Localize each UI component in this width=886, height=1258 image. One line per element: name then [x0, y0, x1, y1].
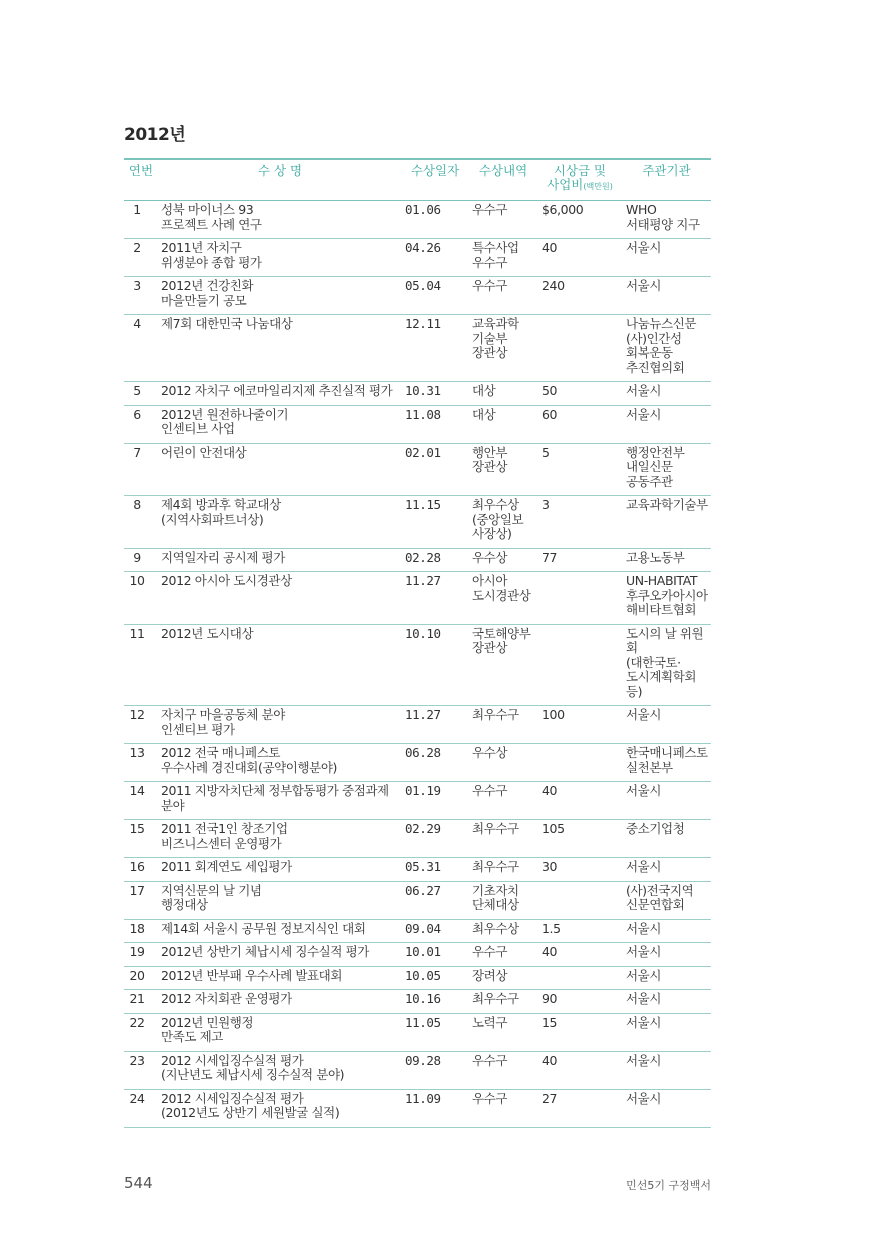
award-organizer: 서울시 — [622, 990, 711, 1014]
award-name: 2012년 민원행정 만족도 제고 — [158, 1013, 402, 1051]
award-organizer: 서울시 — [622, 858, 711, 882]
row-number: 19 — [124, 943, 158, 967]
award-name: 자치구 마을공동체 분야 인센티브 평가 — [158, 706, 402, 744]
award-name: 지역신문의 날 기념 행정대상 — [158, 881, 402, 919]
award-organizer: 서울시 — [622, 943, 711, 967]
row-number: 7 — [124, 443, 158, 496]
award-money: $6,000 — [538, 201, 622, 239]
table-row — [124, 706, 711, 744]
award-money — [538, 315, 622, 382]
table-row — [124, 572, 711, 625]
row-number: 22 — [124, 1013, 158, 1051]
award-money: 40 — [538, 782, 622, 820]
table-row — [124, 1089, 711, 1127]
row-number: 3 — [124, 277, 158, 315]
table-row — [124, 919, 711, 943]
header-money — [538, 159, 622, 201]
award-date: 06.28 — [402, 744, 468, 782]
award-date: 11.27 — [402, 706, 468, 744]
award-result: 최우수상 (중앙일보 사장상) — [468, 496, 538, 549]
award-organizer: 서울시 — [622, 1051, 711, 1089]
award-name: 2012년 반부패 우수사례 발표대회 — [158, 966, 402, 990]
award-result: 최우수구 — [468, 706, 538, 744]
award-name: 2012 시세입징수실적 평가 (2012년도 상반기 세원발굴 실적) — [158, 1089, 402, 1127]
row-number: 4 — [124, 315, 158, 382]
award-name: 2012년 원전하나줄이기 인센티브 사업 — [158, 405, 402, 443]
table-row — [124, 1051, 711, 1089]
row-number: 24 — [124, 1089, 158, 1127]
row-number: 17 — [124, 881, 158, 919]
award-money: 240 — [538, 277, 622, 315]
award-name: 어린이 안전대상 — [158, 443, 402, 496]
award-date: 11.05 — [402, 1013, 468, 1051]
awards-table — [124, 158, 711, 1128]
award-name: 2012 자치회관 운영평가 — [158, 990, 402, 1014]
award-organizer: 서울시 — [622, 405, 711, 443]
table-row — [124, 405, 711, 443]
award-name: 2012년 상반기 체납시세 징수실적 평가 — [158, 943, 402, 967]
award-name: 2012년 건강친화 마을만들기 공모 — [158, 277, 402, 315]
award-organizer: 고용노동부 — [622, 548, 711, 572]
header-money-line2: 사업비 — [547, 177, 584, 192]
award-money — [538, 624, 622, 706]
award-name: 2011 회계연도 세입평가 — [158, 858, 402, 882]
award-result: 노력구 — [468, 1013, 538, 1051]
award-name: 제14회 서울시 공무원 정보지식인 대회 — [158, 919, 402, 943]
row-number: 15 — [124, 820, 158, 858]
award-name: 2012년 도시대상 — [158, 624, 402, 706]
row-number: 10 — [124, 572, 158, 625]
award-organizer: 한국매니페스토 실천본부 — [622, 744, 711, 782]
table-row — [124, 201, 711, 239]
award-result: 우수구 — [468, 943, 538, 967]
award-date: 10.01 — [402, 943, 468, 967]
row-number: 2 — [124, 239, 158, 277]
award-organizer: 나눔뉴스신문 (사)인간성 회복운동 추진협의회 — [622, 315, 711, 382]
table-row — [124, 624, 711, 706]
award-organizer: 서울시 — [622, 706, 711, 744]
award-result: 교육과학 기술부 장관상 — [468, 315, 538, 382]
award-money: 1.5 — [538, 919, 622, 943]
award-result: 대상 — [468, 382, 538, 406]
table-row — [124, 315, 711, 382]
table-row — [124, 239, 711, 277]
table-row — [124, 858, 711, 882]
table-row — [124, 744, 711, 782]
table-row — [124, 820, 711, 858]
row-number: 6 — [124, 405, 158, 443]
header-money-line1: 시상금 및 — [553, 163, 607, 178]
award-organizer: 서울시 — [622, 919, 711, 943]
award-organizer: 서울시 — [622, 239, 711, 277]
table-header-row — [124, 159, 711, 201]
award-organizer: (사)전국지역 신문연합회 — [622, 881, 711, 919]
row-number: 9 — [124, 548, 158, 572]
award-money: 3 — [538, 496, 622, 549]
award-result: 대상 — [468, 405, 538, 443]
page-number: 544 — [124, 1174, 153, 1192]
award-date: 05.04 — [402, 277, 468, 315]
award-organizer: 교육과학기술부 — [622, 496, 711, 549]
award-date: 01.06 — [402, 201, 468, 239]
award-name: 2012 전국 매니페스토 우수사례 경진대회(공약이행분야) — [158, 744, 402, 782]
award-name: 2011 지방자치단체 정부합동평가 중점과제 분야 — [158, 782, 402, 820]
award-money: 40 — [538, 1051, 622, 1089]
award-date: 10.05 — [402, 966, 468, 990]
header-date: 수상일자 — [402, 159, 468, 201]
table-row — [124, 443, 711, 496]
table-row — [124, 881, 711, 919]
award-date: 05.31 — [402, 858, 468, 882]
table-row — [124, 990, 711, 1014]
award-result: 아시아 도시경관상 — [468, 572, 538, 625]
award-result: 우수구 — [468, 1089, 538, 1127]
award-money: 27 — [538, 1089, 622, 1127]
award-organizer: 행정안전부 내일신문 공동주관 — [622, 443, 711, 496]
award-date: 09.28 — [402, 1051, 468, 1089]
award-name: 제7회 대한민국 나눔대상 — [158, 315, 402, 382]
row-number: 11 — [124, 624, 158, 706]
award-organizer: 서울시 — [622, 382, 711, 406]
award-result: 기초자치 단체대상 — [468, 881, 538, 919]
award-money: 50 — [538, 382, 622, 406]
award-result: 우수구 — [468, 201, 538, 239]
award-money: 100 — [538, 706, 622, 744]
award-result: 장려상 — [468, 966, 538, 990]
row-number: 5 — [124, 382, 158, 406]
header-no: 연번 — [124, 159, 158, 201]
table-row — [124, 1013, 711, 1051]
award-organizer: 중소기업청 — [622, 820, 711, 858]
award-name: 2011년 자치구 위생분야 종합 평가 — [158, 239, 402, 277]
award-organizer: 서울시 — [622, 277, 711, 315]
book-title: 민선5기 구정백서 — [626, 1179, 711, 1192]
award-money: 5 — [538, 443, 622, 496]
award-money: 60 — [538, 405, 622, 443]
award-money — [538, 966, 622, 990]
award-name: 제4회 방과후 학교대상 (지역사회파트너상) — [158, 496, 402, 549]
table-row — [124, 548, 711, 572]
row-number: 21 — [124, 990, 158, 1014]
award-money: 15 — [538, 1013, 622, 1051]
award-date: 11.09 — [402, 1089, 468, 1127]
award-money: 105 — [538, 820, 622, 858]
table-row — [124, 966, 711, 990]
award-money: 30 — [538, 858, 622, 882]
award-organizer: 서울시 — [622, 966, 711, 990]
award-name: 2011 전국1인 창조기업 비즈니스센터 운영평가 — [158, 820, 402, 858]
award-date: 10.16 — [402, 990, 468, 1014]
award-result: 최우수구 — [468, 990, 538, 1014]
award-money: 40 — [538, 943, 622, 967]
award-date: 12.11 — [402, 315, 468, 382]
award-date: 10.31 — [402, 382, 468, 406]
award-result: 우수구 — [468, 1051, 538, 1089]
award-result: 국토해양부 장관상 — [468, 624, 538, 706]
row-number: 13 — [124, 744, 158, 782]
award-result: 최우수상 — [468, 919, 538, 943]
award-name: 2012 자치구 에코마일리지제 추진실적 평가 — [158, 382, 402, 406]
award-date: 11.27 — [402, 572, 468, 625]
award-date: 11.08 — [402, 405, 468, 443]
award-result: 우수상 — [468, 548, 538, 572]
award-date: 01.19 — [402, 782, 468, 820]
award-money — [538, 744, 622, 782]
award-result: 최우수구 — [468, 820, 538, 858]
award-result: 우수구 — [468, 277, 538, 315]
row-number: 23 — [124, 1051, 158, 1089]
award-result: 우수구 — [468, 782, 538, 820]
award-date: 02.01 — [402, 443, 468, 496]
award-date: 02.28 — [402, 548, 468, 572]
award-organizer: 서울시 — [622, 1089, 711, 1127]
award-money: 40 — [538, 239, 622, 277]
award-organizer: 서울시 — [622, 1013, 711, 1051]
table-row — [124, 943, 711, 967]
section-title: 2012년 — [124, 125, 186, 145]
award-name: 2012 아시아 도시경관상 — [158, 572, 402, 625]
award-result: 특수사업 우수구 — [468, 239, 538, 277]
table-row — [124, 496, 711, 549]
award-money: 90 — [538, 990, 622, 1014]
award-organizer: 도시의 날 위원회 (대한국토· 도시계획학회 등) — [622, 624, 711, 706]
award-result: 최우수구 — [468, 858, 538, 882]
table-row — [124, 782, 711, 820]
award-date: 11.15 — [402, 496, 468, 549]
row-number: 20 — [124, 966, 158, 990]
row-number: 16 — [124, 858, 158, 882]
award-name: 2012 시세입징수실적 평가 (지난년도 체납시세 징수실적 분야) — [158, 1051, 402, 1089]
award-organizer: UN-HABITAT 후쿠오카아시아 해비타트협회 — [622, 572, 711, 625]
award-date: 06.27 — [402, 881, 468, 919]
award-organizer: WHO 서태평양 지구 — [622, 201, 711, 239]
award-date: 09.04 — [402, 919, 468, 943]
award-date: 10.10 — [402, 624, 468, 706]
row-number: 1 — [124, 201, 158, 239]
row-number: 14 — [124, 782, 158, 820]
table-row — [124, 382, 711, 406]
award-result: 행안부 장관상 — [468, 443, 538, 496]
row-number: 8 — [124, 496, 158, 549]
header-org: 주관기관 — [622, 159, 711, 201]
award-money: 77 — [538, 548, 622, 572]
award-date: 04.26 — [402, 239, 468, 277]
award-result: 우수상 — [468, 744, 538, 782]
table-body — [124, 201, 711, 1128]
award-organizer: 서울시 — [622, 782, 711, 820]
row-number: 18 — [124, 919, 158, 943]
header-money-unit: (백만원) — [583, 182, 613, 191]
award-money — [538, 881, 622, 919]
award-money — [538, 572, 622, 625]
header-award: 수상내역 — [468, 159, 538, 201]
award-name: 지역일자리 공시제 평가 — [158, 548, 402, 572]
award-name: 성북 마이너스 93 프로젝트 사례 연구 — [158, 201, 402, 239]
header-name: 수 상 명 — [158, 159, 402, 201]
row-number: 12 — [124, 706, 158, 744]
award-date: 02.29 — [402, 820, 468, 858]
table-row — [124, 277, 711, 315]
